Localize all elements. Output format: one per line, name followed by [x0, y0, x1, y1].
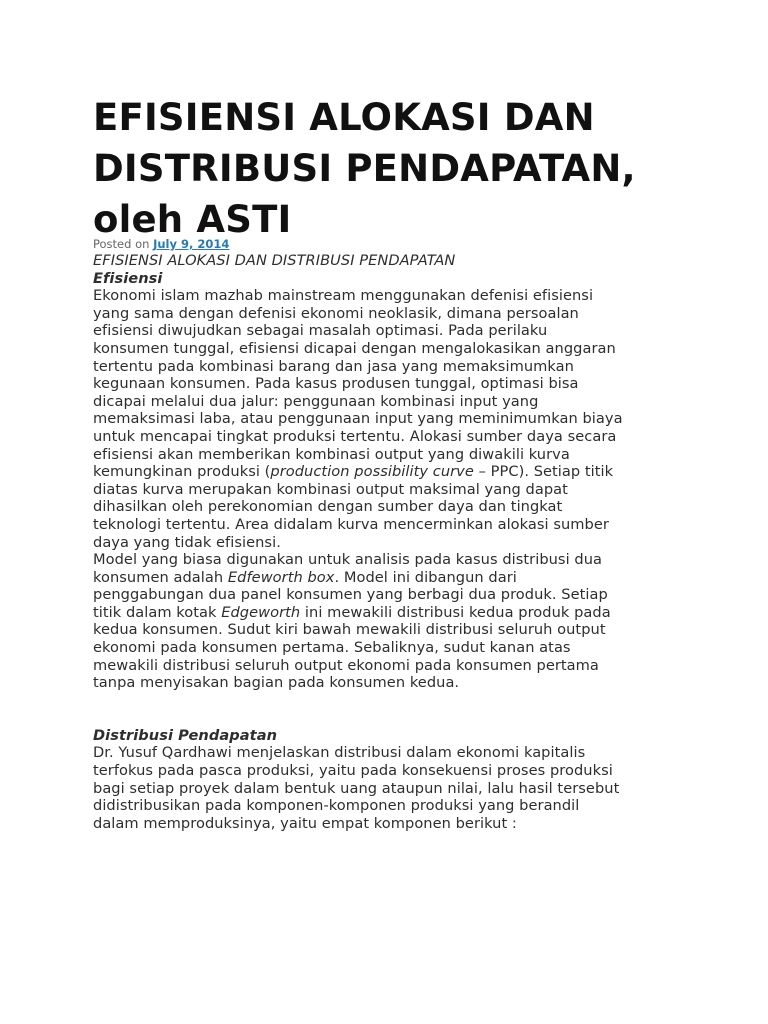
paragraph-line: didistribusikan pada komponen-komponen produksi yang berandil [93, 797, 580, 815]
paragraph-line: tanpa menyisakan bagian pada konsumen kedua. [93, 674, 460, 692]
post-date-link[interactable]: July 9, 2014 [153, 237, 230, 251]
paragraph-line: mewakili distribusi seluruh output ekonomi pada konsumen pertama [93, 656, 599, 674]
paragraph-line: untuk mencapai tingkat produksi tertentu. Alokasi sumber daya secara [93, 427, 617, 445]
paragraph-line: efisiensi diwujudkan sebagai masalah optimasi. Pada perilaku [93, 322, 548, 340]
paragraph-line: memaksimasi laba, atau penggunaan input yang meminimumkan biaya [93, 410, 623, 428]
title-line: oleh ASTI [93, 198, 292, 241]
post-subtitle: EFISIENSI ALOKASI DAN DISTRIBUSI PENDAPATAN [93, 252, 456, 269]
text-run: – PPC). Setiap titik [473, 463, 614, 481]
italic-term: production possibility curve [270, 463, 474, 481]
paragraph-line: diatas kurva merupakan kombinasi output maksimal yang dapat [93, 480, 568, 498]
paragraph-line: kedua konsumen. Sudut kiri bawah mewakili distribusi seluruh output [93, 621, 606, 639]
paragraph-line: penggabungan dua panel konsumen yang berbagi dua produk. Setiap [93, 586, 608, 604]
section-heading-efisiensi: Efisiensi [93, 269, 163, 287]
text-run: konsumen adalah [93, 568, 228, 586]
text-run: titik dalam kotak [93, 603, 222, 621]
paragraph-line [93, 569, 693, 587]
paragraph-line: Dr. Yusuf Qardhawi menjelaskan distribusi dalam ekonomi kapitalis [93, 744, 586, 762]
paragraph-line: kegunaan konsumen. Pada kasus produsen tunggal, optimasi bisa [93, 375, 579, 393]
paragraph-line: dihasilkan oleh perekonomian dengan sumber daya dan tingkat [93, 498, 563, 516]
paragraph-line: tertentu pada kombinasi barang dan jasa yang memaksimumkan [93, 357, 574, 375]
text-run: . Model ini dibangun dari [334, 568, 517, 586]
paragraph-line: ekonomi pada konsumen pertama. Sebaliknya, sudut kanan atas [93, 639, 571, 657]
text-run: ini mewakili distribusi kedua produk pada [300, 603, 611, 621]
paragraph-line: teknologi tertentu. Area didalam kurva mencerminkan alokasi sumber [93, 515, 609, 533]
title-line: EFISIENSI ALOKASI DAN [93, 96, 595, 139]
paragraph-line: dicapai melalui dua jalur: penggunaan kombinasi input yang [93, 392, 539, 410]
paragraph-line [93, 463, 693, 481]
paragraph-spacer [93, 692, 693, 727]
text-run: kemungkinan produksi ( [93, 463, 271, 481]
paragraph-line: terfokus pada pasca produksi, yaitu pada konsekuensi proses produksi [93, 762, 613, 780]
italic-term: Edfeworth box [227, 568, 335, 586]
italic-term: Edgeworth [221, 603, 301, 621]
paragraph-line: bagi setiap proyek dalam bentuk uang ataupun nilai, lalu hasil tersebut [93, 779, 620, 797]
paragraph-line [93, 604, 693, 622]
post-content [93, 252, 693, 832]
paragraph-line: yang sama dengan defenisi ekonomi neoklasik, dimana persoalan [93, 304, 579, 322]
section-heading-distribusi: Distribusi Pendapatan [93, 726, 278, 744]
posted-on-label: Posted on [93, 237, 150, 251]
paragraph-line: dalam memproduksinya, yaitu empat komponen berikut : [93, 814, 517, 832]
paragraph-line: Ekonomi islam mazhab mainstream menggunakan defenisi efisiensi [93, 287, 594, 305]
paragraph-line: efisiensi akan memberikan kombinasi output yang diwakili kurva [93, 445, 570, 463]
paragraph-line: Model yang biasa digunakan untuk analisis pada kasus distribusi dua [93, 551, 602, 569]
paragraph-line: konsumen tunggal, efisiensi dicapai dengan mengalokasikan anggaran [93, 339, 616, 357]
paragraph-line: daya yang tidak efisiensi. [93, 533, 281, 551]
post-meta [93, 237, 229, 252]
title-line: DISTRIBUSI PENDAPATAN, [93, 147, 636, 190]
post-title [93, 92, 713, 245]
